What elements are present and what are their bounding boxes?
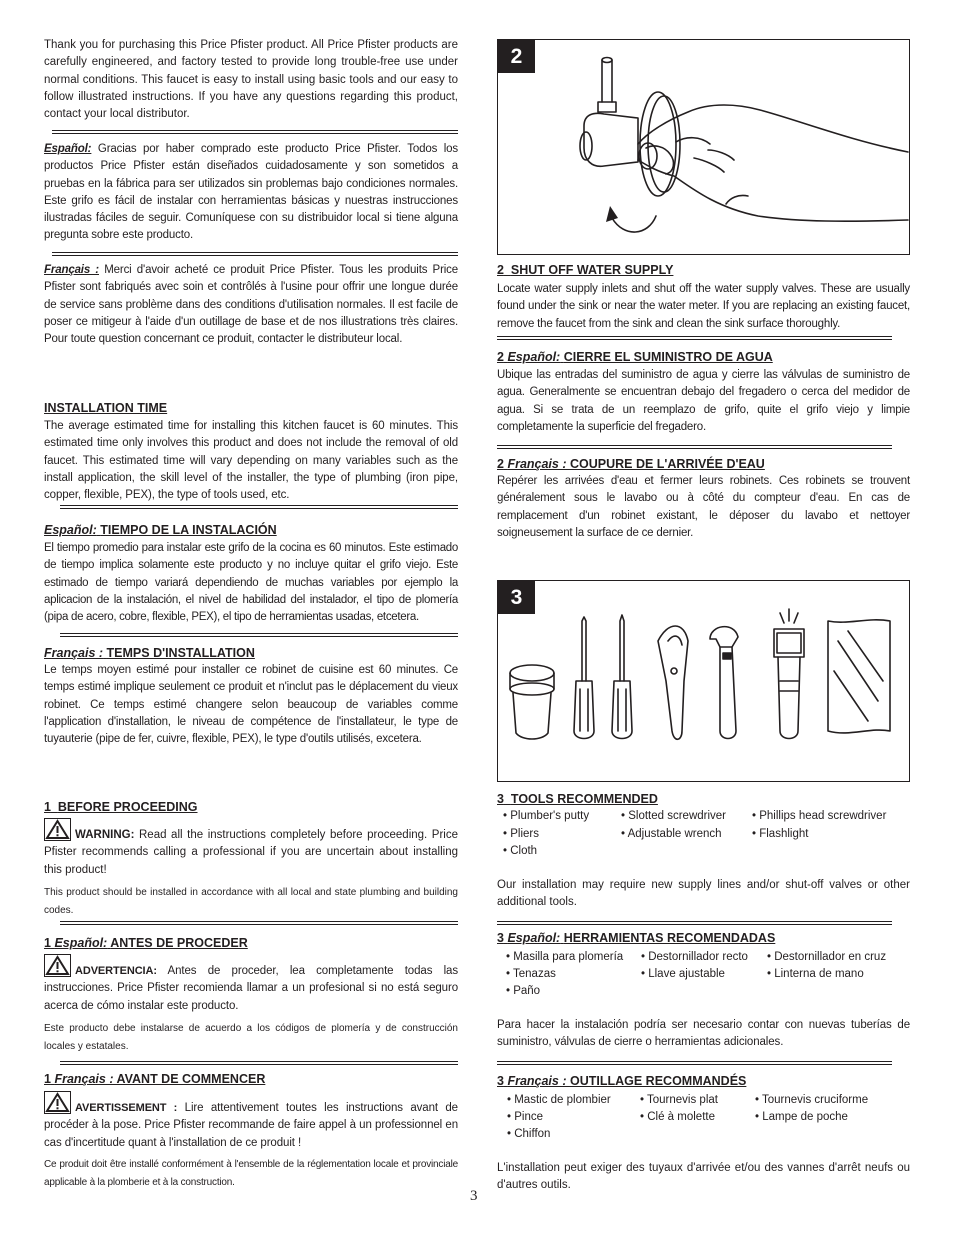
step3-fr-number: 3 — [497, 1074, 504, 1088]
figure-number: 2 — [498, 40, 535, 73]
step2-fr-body: Repérer les arrivées d'eau et fermer leurs robinets. Ces robinets se trouvent généralement sous le lavabo ou à côté du compteur d'eau. En cas de remplacement d'un robinet existant, le déposer du lavabo et nettoyer soigneusement la surface de ce dernier. — [497, 475, 910, 539]
step1-fr-note: Ce produit doit être installé conformément à l'ensemble de la réglementation locale et provinciale applicable à la plomberie et à la construction. — [44, 1159, 458, 1188]
espanol-label: Español: — [44, 523, 97, 537]
divider — [497, 921, 892, 925]
step2-title: SHUT OFF WATER SUPPLY — [510, 263, 674, 277]
step2-heading — [497, 262, 910, 279]
install-time-es-title: TIEMPO DE LA INSTALACIÓN — [100, 523, 277, 537]
francais-label: Français : — [44, 646, 104, 660]
divider — [60, 633, 458, 637]
francais-label: Français : — [54, 1072, 114, 1086]
step1-es-title: ANTES DE PROCEDER — [110, 936, 248, 950]
step2-es-body: Ubique las entradas del suministro de agua y cierre las válvulas de suministro de agua. Generalmente se encuentran debajo del fregadero o cerca del medidor de agua. Si se trata de un reemplazo de grifo, quite el grifo viejo y limpie completamente la superficie del fregadero. — [497, 369, 910, 433]
tool-item: • Flashlight — [752, 828, 809, 840]
espanol-label: Español: — [44, 143, 92, 155]
tool-item: • Phillips head screwdriver — [752, 810, 887, 822]
install-time-es-heading — [44, 522, 458, 539]
warning-text: Read all the instructions completely before proceeding. Price Pfister recommends calling a professional if you are uncertain about installing this product! — [44, 829, 458, 876]
step1-warning — [44, 818, 458, 879]
tool-item: • Mastic de plombier — [507, 1094, 611, 1106]
install-time-body: The average estimated time for installing this kitchen faucet is 60 minutes. This estimated time only involves this product and does not include the removal of old faucet. This estimated time will vary depending on many variables such as the install application, the skill level of the installer, the type of plumbing (iron pipe, copper, flexible, PEX), the type of tools used, etc. — [44, 420, 458, 502]
step2-body: Locate water supply inlets and shut off the water supply valves. These are usually found under the sink or near the water meter. If you are replacing an existing faucet, remove the faucet from the sink and clean the sink surface thoroughly. — [497, 283, 910, 330]
divider — [497, 445, 892, 449]
tool-item: • Destornillador recto — [641, 951, 748, 963]
step2-es-heading — [497, 349, 910, 366]
tools-row — [497, 826, 910, 843]
install-time-es-body: El tiempo promedio para instalar este grifo de la cocina es 60 minutos. Este estimado de tiempo implica solamente este producto y no incluye quitar el grifo viejo. Este estimado de tiempo variará dependiendo de muchas variables por ejemplo la aplicacion de la instalación, el nivel de habilidad del instalador, el tipo de plomería (pipa de acero, cobre, flexible, PEX), el tipo de herramientas usadas, etcetera. — [44, 542, 458, 624]
install-time-fr-heading — [44, 645, 458, 662]
divider — [60, 505, 458, 509]
tools-row — [497, 983, 910, 1000]
intro-francais-text: Merci d'avoir acheté ce produit Price Pfister. Tous les produits Price Pfister sont fabriqués avec soin et contrôlés à l'usine pour offrir une longue durée de service sans problème dans des conditions d'utilisation normales. Il est facile de poser ce mitigeur à l'aide d'un outillage de base et de nos illustrations très claires. Pour toute question concernant ce produit, contacter le distributeur local. — [44, 264, 459, 346]
espanol-label: Español: — [507, 931, 561, 945]
tool-item: • Cloth — [503, 845, 538, 857]
step1-es-note: Este producto debe instalarse de acuerdo a los códigos de plomería y de construcción locales y estatales. — [44, 1023, 458, 1052]
francais-label: Français : — [507, 457, 567, 471]
intro-espanol-text: Gracias por haber comprado este producto Price Pfister. Todos los productos Price Pfister están diseñados cuidadosamente y son sometidos a pruebas en la fábrica para ser utilizados sin problemas bajo condiciones normales. Este grifo es fácil de instalar con herramientas básicas y nuestras instrucciones ilustradas fáciles de seguir. Comuníquese con su distribuidor local si tiene alguna pregunta sobre este producto. — [44, 143, 459, 242]
tools-illustration — [498, 581, 909, 781]
step3-es-note: Para hacer la instalación podría ser necesario contar con nuevas tuberías de suministro, válvulas de cierre o herramientas adicionales. — [497, 1019, 910, 1049]
tool-item: • Paño — [506, 985, 541, 997]
step2-fr-number: 2 — [497, 457, 504, 471]
warning-text: Lire attentivement toutes les instructions avant de procéder à la pose. Price Pfister recommande de faire appel à un professionnel en cas d'incertitude quant à l'installation de ce produit ! — [44, 1102, 458, 1149]
tools-row — [497, 949, 910, 966]
tool-item: • Tournevis cruciforme — [755, 1094, 869, 1106]
tool-item: • Linterna de mano — [767, 968, 864, 980]
divider — [497, 1061, 892, 1065]
step1-fr-number: 1 — [44, 1072, 51, 1086]
warning-label: AVERTISSEMENT : — [75, 1102, 178, 1114]
tool-item: • Chiffon — [507, 1128, 551, 1140]
step1-fr-warning — [44, 1091, 458, 1152]
divider — [52, 130, 458, 134]
step3-fr-heading — [497, 1073, 910, 1090]
step1-number: 1 — [44, 800, 51, 814]
figure-3 — [497, 580, 910, 782]
install-time-heading: INSTALLATION TIME — [44, 401, 168, 415]
warning-icon — [44, 1091, 71, 1114]
divider — [52, 252, 458, 256]
warning-icon — [44, 954, 71, 977]
step1-fr-heading — [44, 1071, 458, 1088]
step3-note: Our installation may require new supply lines and/or shut-off valves or other additional tools. — [497, 879, 910, 909]
shutoff-valve-illustration — [498, 40, 909, 254]
step3-es-number: 3 — [497, 931, 504, 945]
warning-label: ADVERTENCIA: — [75, 965, 157, 977]
tool-item: • Lampe de poche — [755, 1111, 848, 1123]
tool-item: • Tournevis plat — [640, 1094, 718, 1106]
step3-number: 3 — [497, 792, 504, 806]
install-time-fr-title: TEMPS D'INSTALLATION — [106, 646, 255, 660]
step3-fr-title: OUTILLAGE RECOMMANDÉS — [569, 1074, 747, 1088]
tools-row — [497, 1109, 910, 1126]
step1-es-warning — [44, 954, 458, 1015]
figure-2 — [497, 39, 910, 255]
tools-row — [497, 966, 910, 983]
step1-title: BEFORE PROCEEDING — [57, 800, 198, 814]
intro-espanol — [44, 141, 458, 245]
tools-row — [497, 1126, 910, 1143]
espanol-label: Español: — [54, 936, 108, 950]
step3-heading — [497, 791, 910, 808]
tool-item: • Llave ajustable — [641, 968, 725, 980]
francais-label: Français : — [507, 1074, 567, 1088]
step1-es-number: 1 — [44, 936, 51, 950]
tool-item: • Tenazas — [506, 968, 556, 980]
warning-text: Antes de proceder, lea completamente todas las instrucciones. Price Pfister recomienda llamar a un profesional si no está seguro acerca de cómo instalar este producto. — [44, 965, 458, 1012]
step3-es-title: HERRAMIENTAS RECOMENDADAS — [563, 931, 776, 945]
step1-es-heading — [44, 935, 458, 952]
tools-row — [497, 1092, 910, 1109]
tool-item: • Adjustable wrench — [621, 828, 722, 840]
tool-item: • Pince — [507, 1111, 543, 1123]
divider — [60, 921, 458, 925]
tool-item: • Masilla para plomería — [506, 951, 624, 963]
intro-francais — [44, 262, 458, 348]
divider — [60, 1061, 458, 1065]
step3-fr-note: L'installation peut exiger des tuyaux d'arrivée et/ou des vannes d'arrêt neufs ou d'autres outils. — [497, 1162, 910, 1192]
figure-number: 3 — [498, 581, 535, 614]
warning-label: WARNING: — [75, 829, 135, 841]
tools-row — [497, 843, 910, 860]
francais-label: Français : — [44, 264, 99, 276]
tool-item: • Pliers — [503, 828, 539, 840]
step2-es-title: CIERRE EL SUMINISTRO DE AGUA — [563, 350, 773, 364]
divider — [497, 336, 892, 340]
step1-note: This product should be installed in accordance with all local and state plumbing and building codes. — [44, 887, 458, 916]
step1-fr-title: AVANT DE COMMENCER — [116, 1072, 266, 1086]
step2-fr-title: COUPURE DE L'ARRIVÉE D'EAU — [569, 457, 765, 471]
step2-fr-heading — [497, 456, 910, 473]
tool-item: • Slotted screwdriver — [621, 810, 727, 822]
step2-es-number: 2 — [497, 350, 504, 364]
page-number: 3 — [470, 1188, 478, 1204]
tool-item: • Destornillador en cruz — [767, 951, 887, 963]
step3-title: TOOLS RECOMMENDED — [510, 792, 658, 806]
step3-es-heading — [497, 930, 910, 947]
tool-item: • Plumber's putty — [503, 810, 590, 822]
install-time-fr-body: Le temps moyen estimé pour installer ce robinet de cuisine est 60 minutes. Ce temps estimé implique seulement ce produit et n'inclut pas le déplacement du vieux robinet. Ce temps estimé changere selon beaucoup de variables comme l'application d'installation, le niveau de compétence de l'installateur, le type de tuyauterie (pipe de fer, cuivre, flexible, PEX), le type d'outils utilisés, excetera. — [44, 664, 458, 746]
tool-item: • Clé à molette — [640, 1111, 715, 1123]
step1-heading — [44, 799, 458, 816]
step2-number: 2 — [497, 263, 504, 277]
intro-english: Thank you for purchasing this Price Pfister product. All Price Pfister products are carefully engineered, and factory tested to provide long trouble-free use under normal conditions. This faucet is easy to install using basic tools and our easy to follow illustrated instructions. If you have any questions regarding this product, contact your local distributor. — [44, 39, 458, 121]
warning-icon — [44, 818, 71, 841]
tools-row — [497, 808, 910, 825]
espanol-label: Español: — [507, 350, 561, 364]
